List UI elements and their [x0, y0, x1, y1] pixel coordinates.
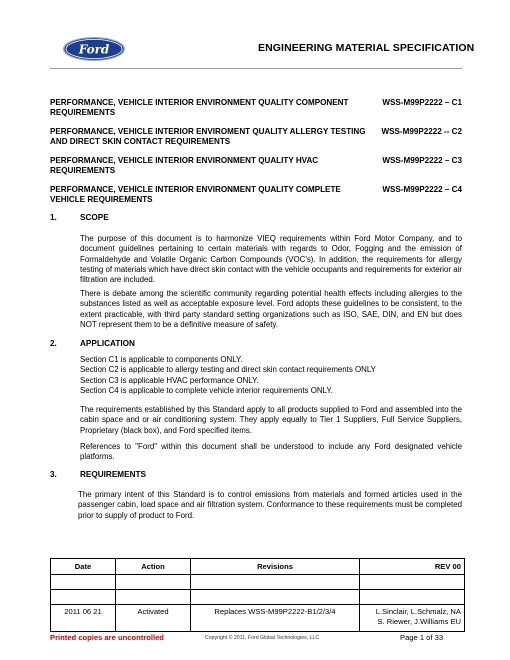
ford-logo-text: Ford	[78, 42, 110, 57]
revision-description-cell: Replaces WSS-M99P2222-B1/2/3/4	[191, 605, 360, 632]
application-list-item: Section C1 is applicable to components ONLY.	[80, 355, 243, 364]
revision-names-line: L.Sinclair, L.Schmalz, NA	[375, 607, 461, 616]
date-column-header: Date	[51, 559, 116, 575]
application-list-item: Section C2 is applicable to allergy testing and direct skin contact requirements ONLY	[80, 365, 376, 375]
section-3-number: 3.	[50, 470, 57, 479]
scope-paragraph-2: There is debate among the scientific community regarding potential health effects including allergies to the substances listed as well as acceptable exposure level. Ford adopts these guidelines to be consistent, to the extent practicable, with third party standard setting organizations such as ISO, SAE, DIN, and EN but does NOT represent them to be a definitive measure of safety.	[80, 289, 462, 329]
application-list-item: Section C3 is applicable HVAC performance ONLY.	[80, 375, 259, 385]
rev-column-header: REV 00	[360, 559, 465, 575]
revision-date-cell: 2011 06 21	[51, 605, 116, 632]
spec-title-c3: PERFORMANCE, VEHICLE INTERIOR ENVIRONMENT QUALITY HVAC REQUIREMENTS	[50, 156, 319, 175]
table-row	[51, 575, 465, 590]
section-2-number: 2.	[50, 339, 57, 348]
revision-names-cell	[360, 605, 465, 632]
spec-title-c2: PERFORMANCE, VEHICLE INTERIOR ENVIROMENT QUALITY ALLERGY TESTING AND DIRECT SKIN CONTACT REQUIREMENTS	[50, 127, 366, 146]
action-column-header: Action	[116, 559, 191, 575]
application-list	[80, 355, 462, 396]
table-row	[51, 590, 465, 605]
revision-table-header-row	[51, 559, 465, 575]
section-3-title: REQUIREMENTS	[80, 470, 146, 479]
spec-title-c4: PERFORMANCE, VEHICLE INTERIOR ENVIRONMENT QUALITY COMPLETE VEHICLE REQUIREMENTS	[50, 185, 341, 204]
page-number: Page 1 of 33	[400, 633, 444, 642]
application-list-item: Section C4 is applicable to complete vehicle interior requirements ONLY.	[80, 385, 333, 395]
header-divider	[50, 68, 462, 69]
scope-paragraph-1: The purpose of this document is to harmonize VIEQ requirements within Ford Motor Company, and to document guidelines pertaining to certain materials with regards to Odor, Fogging and the emission of Formaldehyde and Volatile Organic Carbon Compounds (VOC's). In addition, the requirements for allergy testing of materials which have direct skin contact with the vehicle occupants and requirements for exterior air filtration are included.	[80, 234, 463, 285]
application-paragraph-1: The requirements established by this Standard apply to all products supplied to Ford and assembled into the cabin space and or air conditioning system. They apply equally to Tier 1 Suppliers, Full Service Suppliers, Proprietary (black box), and Ford specified items.	[80, 405, 462, 435]
uncontrolled-copies-notice: Printed copies are uncontrolled	[50, 633, 164, 642]
spec-code-c4: WSS-M99P2222 – C4	[382, 185, 462, 194]
spec-code-c2: WSS-M99P2222 -- C2	[381, 127, 462, 136]
section-2-title: APPLICATION	[80, 339, 135, 348]
spec-title-c1: PERFORMANCE, VEHICLE INTERIOR ENVIRONMENT QUALITY COMPONENT REQUIREMENTS	[50, 98, 349, 117]
revision-table	[50, 558, 465, 632]
application-paragraph-2: References to "Ford" within this document shall be understood to include any Ford designated vehicle platforms.	[80, 442, 462, 462]
ford-logo	[62, 36, 126, 62]
spec-code-c1: WSS-M99P2222 – C1	[382, 98, 462, 107]
revision-action-cell: Activated	[116, 605, 191, 632]
spec-code-c3: WSS-M99P2222 – C3	[382, 156, 462, 165]
revisions-column-header: Revisions	[191, 559, 360, 575]
revision-names-line: S. Riewer, J.Williams EU	[377, 617, 461, 626]
section-1-number: 1.	[50, 213, 57, 222]
copyright-notice: Copyright © 2011, Ford Global Technologies, LLC	[205, 635, 320, 641]
table-row	[51, 605, 465, 632]
document-type-title: ENGINEERING MATERIAL SPECIFICATION	[258, 42, 475, 54]
section-1-title: SCOPE	[80, 213, 109, 222]
requirements-paragraph: The primary intent of this Standard is to control emissions from materials and formed articles used in the passenger cabin, load space and air filtration system. Conformance to these requirements must be completed prior to supply of product to Ford.	[78, 490, 462, 520]
